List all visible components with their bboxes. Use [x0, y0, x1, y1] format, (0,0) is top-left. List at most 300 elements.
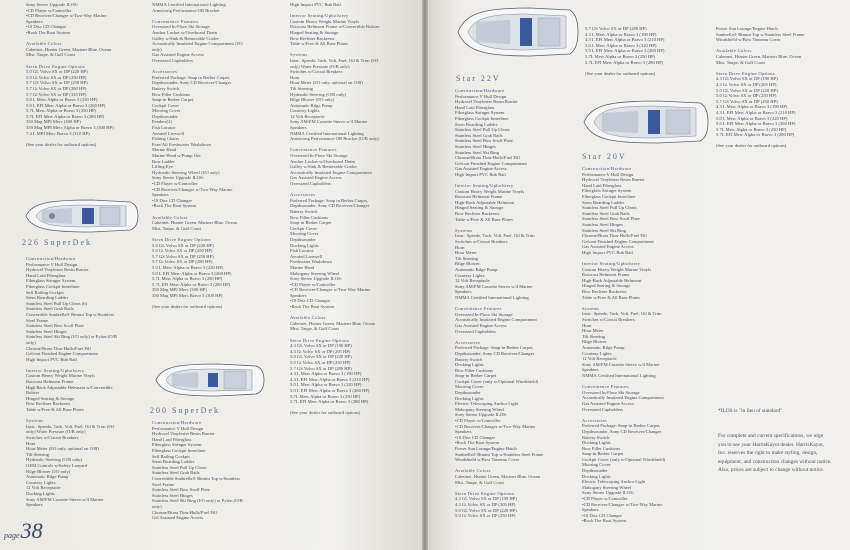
spec-line: Self Bailing Cockpit	[26, 289, 64, 295]
spec-line: Fiberglass Cockpit Innerliner	[152, 447, 206, 453]
spec-line: Rotocast Helmseat Frame	[582, 272, 630, 278]
spec-line: Stainless Steel Pull Up Cleats	[152, 464, 207, 470]
spec-line: Steel Frame	[26, 317, 49, 323]
spec-line: 5.0 L EFI Merc Alpha or Bravo 3 (260 HP)	[152, 270, 232, 276]
spec-line: Marine Head	[290, 264, 315, 270]
section-heading: Convenience Features	[152, 18, 199, 24]
spec-line: Hydraulic Steering (O/B only)	[290, 91, 347, 97]
spec-line: Mist, Taupe, & Gulf Coast	[455, 479, 504, 485]
spec-line: (See your dealer for outboard options)	[26, 141, 97, 147]
spec-line: Depthsounder	[582, 468, 608, 474]
spec-line: Switches w/Circuit Breakers	[26, 435, 79, 440]
spec-line: Freshwater Washdown	[290, 259, 332, 265]
spec-line: Armstrong Performance OB Bracket	[152, 7, 220, 13]
spec-line: 5.0 L EFI Merc Alpha or Bravo 3 (260 HP)	[290, 387, 370, 393]
section-heading: Accessories	[455, 339, 481, 345]
spec-line: Cabernet, Hunter Green, Mariner Blue, Ocean	[716, 53, 801, 59]
section-heading: Convenience Features	[582, 384, 629, 390]
spec-line: •CD Player w/Controller	[152, 181, 198, 186]
spec-line: Stainless Steel Hinges	[455, 143, 496, 149]
spec-line: Speakers	[26, 502, 43, 508]
section-heading: Construction/Hardware	[152, 420, 202, 425]
spec-line: Fiberglass Cockpit Innerliner	[582, 193, 636, 199]
section-heading: Available Colors	[152, 214, 188, 220]
spec-line: Speakers	[455, 289, 472, 295]
spec-line: Gelcoat Finished Engine Compartment	[455, 160, 527, 166]
spec-line: Stainless Steel Ski Ring	[455, 149, 500, 155]
spec-line: Acoustically Insulated Engine Compartment	[455, 317, 537, 323]
spec-line: Bow Recliner Backrests	[290, 35, 335, 41]
spec-line: Hour Meter (I/O only, optional on O/B)	[26, 446, 99, 452]
spec-line: Steel Frame	[152, 481, 175, 487]
spec-column	[152, 420, 284, 521]
spec-line: Marine Head w/Pump Out	[152, 153, 201, 159]
spec-line: Battery Switch	[152, 85, 180, 91]
spec-line: 5.0 L EFI Merc Alpha or Bravo 3 (260 HP)	[585, 48, 665, 54]
spec-line: 4.3 Gi Volvo SX or DP (205 HP)	[455, 501, 516, 507]
spec-line: Chrome/Brass Thru-Hulls/Fuel Fill	[26, 345, 91, 351]
spec-line: Preferred Package: Snap in Berber Carpet,	[290, 197, 369, 203]
spec-line: 5.7 GS Volvo SX or DP (250 HP)	[152, 253, 214, 259]
spec-line: Gelcoat Finished Engine Compartment	[582, 238, 654, 244]
spec-line: •Rock The Boat System	[26, 29, 71, 35]
spec-line: 5.0 Gi Volvo SX or DP (250 HP)	[26, 74, 87, 80]
spec-line: Hinged Seating & Storage	[582, 283, 631, 289]
section-heading: Available Colors	[26, 41, 62, 47]
spec-line: Stainless Steel Grab Rails	[152, 470, 200, 476]
spec-line: only)	[26, 339, 36, 345]
spec-line: Bow Filler Cushions	[152, 91, 191, 97]
spec-line: Hand Laid Fiberglass	[26, 272, 66, 278]
spec-line: 4.3 L EFI Merc Alpha or Bravo 3 (210 HP)	[290, 376, 370, 382]
spec-line: Stern Boarding Ladder	[582, 199, 625, 205]
spec-line: High Impact PVC Rub Rail	[455, 171, 506, 177]
spec-line: Marine Head	[152, 147, 177, 153]
spec-line: 350 Mag MPI Merc Bravo 3 (300 HP)	[152, 292, 223, 298]
spec-line: Automatic Bilge Pump	[26, 474, 69, 480]
section-heading: Convenience Features	[290, 147, 337, 153]
spec-line: 5.7L EFI Merc Alpha or Bravo 3 (280 HP)	[716, 132, 795, 138]
spec-line: Chrome/Brass Thru-Hulls/Fuel Fill	[582, 233, 647, 239]
spec-line: Horn	[26, 440, 36, 446]
spec-line: Stainless Steel Hinges	[26, 328, 67, 334]
spec-line: •CD Receiver/Changer w/Two-Way Marine	[26, 13, 107, 19]
spec-line: 5.7L Merc Alpha or Bravo 3 (250 HP)	[585, 53, 656, 59]
spec-line: 5.0 L Merc Alpha or Bravo 3 (220 HP)	[716, 115, 788, 121]
spec-line: Mahogany Steering Wheel	[290, 270, 340, 276]
section-heading: Systems	[26, 418, 44, 424]
spec-line: High Impact PVC Rub Rail	[290, 2, 341, 7]
spec-line: Mist, Taupe, & Gulf Coast	[26, 52, 75, 58]
spec-line: NMMA Certified International Lighting	[152, 2, 226, 7]
spec-line: Stainless Steel Ski Ring	[582, 227, 627, 233]
spec-line: 5.0 L Merc Alpha or Bravo 3 (220 HP)	[290, 382, 362, 388]
spec-line: 5.7 GS Volvo SX or DP (250 HP)	[26, 80, 88, 86]
spec-line: Rotocast Helmseat Frame	[455, 194, 503, 200]
spec-line: High-Back Adjustable Helmseat	[582, 277, 642, 283]
spec-line: 4.3 L EFI Merc Alpha or Bravo 3 (210 HP)	[716, 109, 796, 115]
spec-column	[290, 2, 418, 416]
spec-line: Sony Stereo Upgrade ILOS:	[290, 276, 342, 282]
section-heading: Convenience Features	[455, 306, 502, 312]
spec-line: Stainless Steel Bow Scuff Plate	[582, 216, 640, 222]
spec-line: NMMA Certified International Lighting	[582, 372, 656, 378]
page-gutter	[422, 0, 428, 550]
spec-line: Table w/Free & All Base Plates	[582, 294, 640, 300]
spec-line: Sunbrella® Bimini Top w/Stainless Steel Frame	[455, 451, 544, 457]
spec-column	[455, 88, 579, 519]
spec-line: Power Sun Lounge/Engine Hatch	[716, 26, 778, 31]
spec-line: (See your dealer for outboard options)	[152, 304, 223, 310]
spec-line: Docking Lights	[290, 242, 319, 248]
spec-line: High-Back Adjustable Helmseat	[455, 199, 515, 205]
spec-line: Oversized In-Floor Ski Storage	[290, 153, 348, 159]
spec-line: 5.0 L Merc Alpha or Bravo 3 (220 HP)	[585, 42, 657, 48]
spec-line: 5.7L EFI Merc Alpha or Bravo 3 (280 HP)	[152, 281, 231, 287]
spec-line: Anchor Locker w/Overboard Drain	[152, 29, 217, 35]
spec-line: Stern Boarding Ladder	[455, 121, 498, 127]
spec-line: Fiberglass Cockpit Innerliner	[26, 283, 80, 289]
spec-line: Hydrocel Vinylester Resin Barrier	[455, 99, 518, 105]
spec-line: Oversized Cupholders	[152, 57, 193, 63]
spec-line: Fiberglass Cockpit Innerliner	[455, 115, 509, 121]
section-heading: Systems	[455, 227, 473, 233]
spec-line: Tilt Steering	[582, 333, 605, 339]
spec-line: Bow Filler Cushions	[582, 445, 621, 451]
spec-line: Horn	[582, 322, 592, 328]
spec-column	[716, 26, 840, 149]
boat-name-20v: Star 20V	[582, 152, 627, 161]
boat-name-226: 226 SuperDek	[22, 238, 92, 247]
spec-line: 5.0 Gi Volvo SX or DP (250 HP)	[290, 360, 351, 365]
boat-22v-image	[450, 2, 580, 86]
section-heading: Accessories	[582, 417, 608, 423]
spec-line: Cabernet, Hunter Green, Mariner Blue, Ocean	[455, 473, 540, 479]
spec-line: Gas Assisted Engine Access	[455, 322, 507, 328]
spec-line: Armstrong Performance OB Bracket (O/B only)	[290, 136, 379, 142]
spec-line: 4.3 Gi Volvo SX or DP (205 HP)	[290, 348, 351, 354]
spec-line: Instr.: Speedo, Tach, Volt, Fuel, Oil & Trim	[455, 233, 535, 239]
spec-column	[26, 2, 141, 147]
spec-line: Bilge Blower	[582, 339, 607, 345]
section-heading: Interior Seating/Upholstery	[455, 183, 514, 189]
spec-column	[152, 2, 284, 310]
spec-line: Courtesy Lights	[26, 479, 56, 485]
spec-line: Self Bailing Cockpit	[152, 453, 190, 459]
spec-line: Fiberglass Stringer System	[26, 278, 76, 284]
spec-line: 5.0 Gi Volvo SX or DP (250 HP)	[152, 248, 213, 254]
spec-line: Snap-in Berber Carpet	[455, 373, 497, 379]
spec-line: Docking Lights	[455, 362, 484, 368]
spec-line: Acoustically Insulated Engine Compartment	[290, 169, 372, 175]
spec-line: Performance V Hull Design	[152, 425, 204, 431]
spec-line: Speakers	[582, 367, 599, 373]
page-number: page38	[4, 518, 43, 543]
spec-line: 350 Mag MPI Merc (300 HP)	[26, 119, 81, 125]
spec-line: only)	[152, 46, 162, 52]
spec-line: Depthsounder	[152, 113, 178, 119]
spec-line: Stainless Steel Ski Ring (I/O only) or Pylon (O/B	[26, 334, 117, 340]
spec-line: 5.7L Merc Alpha or Bravo 3 (250 HP)	[152, 276, 223, 282]
spec-line: Mist, Taupe, & Gulf Coast	[716, 59, 765, 65]
spec-line: 5.7L Merc Alpha or Bravo 3 (250 HP)	[716, 126, 787, 132]
spec-line: Custom Heavy Weight Marine Vinyls	[455, 188, 525, 194]
spec-line: Stainless Steel Ski Ring (I/O only) or Pylon (O/B	[152, 498, 243, 504]
spec-line: Speakers	[26, 18, 43, 24]
spec-line: Automatic Bilge Pump	[582, 345, 625, 350]
spec-line: Speakers	[582, 507, 599, 513]
spec-line: Rotocast Helmseat Frame w/Convertible Bolster	[290, 24, 380, 30]
spec-line: Speakers	[455, 429, 472, 435]
spec-line: •CD Player w/Controller	[26, 7, 72, 13]
spec-line: Convertible Sunbrella® Bimini Top w/Stainless	[26, 311, 115, 317]
spec-line: 4.3 L Merc Alpha or Bravo 3 (190 HP)	[716, 104, 788, 110]
spec-line: 5.0 GL Volvo SX or DP (220 HP)	[152, 242, 214, 248]
spec-line: Fishing Chairs	[152, 136, 179, 142]
spec-line: 5.0 GL Volvo SX or DP (220 HP)	[716, 87, 778, 93]
spec-line: •CD Player w/Controller	[455, 418, 501, 424]
spec-line: 12 Volt Receptacle	[290, 113, 325, 119]
spec-line: Speakers	[290, 125, 307, 131]
spec-line: Mahogany Steering Wheel	[582, 484, 632, 490]
spec-line: Galley w/Sink & Removable Cooler	[152, 35, 219, 41]
spec-line: Oversized Cupholders	[582, 406, 623, 412]
spec-line: 5.7L Merc Alpha or Bravo 3 (250 HP)	[26, 108, 97, 114]
spec-line: Bow Recliner Backrests	[455, 211, 500, 217]
spec-line: Bow Recliner Backrests	[26, 401, 71, 407]
spec-line: Bilge Blower (I/O only)	[290, 97, 335, 103]
spec-line: Switches w/Circuit Breakers	[455, 239, 508, 245]
spec-line: Bilge Blower (I/O only)	[26, 468, 71, 474]
section-heading: Stern Drive Engine Options	[26, 63, 85, 69]
spec-line: High Impact PVC Rub Rail	[582, 249, 633, 255]
spec-line: •CD Player w/Controller	[290, 281, 336, 287]
boat-226-image	[22, 196, 140, 248]
spec-line: 4.3 L Merc Alpha or Bravo 3 (190 HP)	[290, 371, 362, 377]
spec-line: High Impact PVC Rub Rail	[26, 356, 77, 362]
spec-column	[582, 166, 710, 524]
spec-line: Custom Heavy Weight Marine Vinyls	[582, 266, 652, 272]
spec-line: Bilge Blower	[455, 261, 480, 267]
section-heading: Accessories	[152, 69, 178, 75]
spec-line: Hydrocel Vinylester Resin Barrier	[582, 177, 645, 183]
boat-top-view-icon	[450, 2, 580, 62]
spec-line: 5.0 L EFI Merc Alpha or Bravo 3 (260 HP)	[26, 102, 106, 108]
spec-line: Hour Meter (I/O only, optional on O/B)	[290, 80, 363, 86]
spec-line: Stainless Steel Grab Rails	[26, 306, 74, 312]
spec-line: 7.4 L MPI Merc Bravo 3 (310 HP)	[26, 130, 90, 136]
spec-line: 5.7 GS Volvo SX or DP (280 HP)	[290, 365, 352, 371]
spec-line: Table w/Free & All Base Plates	[455, 216, 513, 222]
spec-line: Horn	[455, 244, 465, 250]
spec-line: 12 Volt Receptacle	[26, 485, 61, 491]
spec-line: •CD Player w/Controller	[582, 496, 628, 502]
spec-line: Fiberglass Stringer System	[455, 110, 505, 116]
spec-line: Instr.: Speedo, Tach, Volt, Fuel, Oil & Trim (I/O	[290, 57, 379, 63]
spec-line: only) Water Pressure (O/B only)	[290, 63, 350, 69]
spec-line: Hydraulic Steering Wheel (I/O only)	[152, 169, 220, 175]
spec-line: Mist, Taupe, & Gulf Coast	[290, 326, 339, 332]
page-number-value: 38	[20, 518, 43, 543]
spec-line: Gas Assisted Engine Access	[152, 52, 204, 58]
spec-line: 5.0 GL Volvo SX or DP (220 HP)	[26, 69, 88, 75]
spec-line: Docking Lights	[26, 490, 55, 496]
spec-line: Mooring Cover	[290, 231, 319, 237]
spec-line: Gas Assisted Engine Access	[582, 400, 634, 406]
dealer-disclaimer: For complete and current specifications, we urge you to see your HarrisKayot dealer. HarrisKayot, Inc. reserves the right to make styling, design, equipment, and construction changes without notice. Also, prices are subject to change without notice.	[718, 433, 832, 474]
section-heading: Construction/Hardware	[455, 88, 505, 93]
spec-line: Gas Assisted Engine Access	[582, 244, 634, 250]
spec-line: (See your dealer for outboard options)	[716, 143, 787, 149]
spec-line: Performance V Hull Design	[582, 171, 634, 177]
spec-line: Bow Filler Cushions	[455, 367, 494, 373]
spec-line: Hour Meter	[582, 328, 604, 334]
spec-column	[585, 26, 707, 76]
spec-line: 5.7 Gi Volvo SX or DP (310 HP)	[26, 91, 87, 97]
spec-line: Mooring Cover	[455, 384, 484, 390]
spec-line: Fish Locator	[290, 248, 314, 254]
spec-line: Hydrocel Vinylester Resin Barrier	[26, 267, 89, 273]
spec-line: Battery Switch	[582, 434, 610, 440]
boat-name-200: 200 SuperDek	[150, 406, 220, 415]
spec-line: Automatic Bilge Pump	[290, 102, 333, 108]
spec-line: 5.0 L EFI Merc Alpha or Bravo 3 (260 HP)	[716, 121, 796, 127]
spec-line: 5.0 L Merc Alpha or Bravo 3 (220 HP)	[152, 264, 224, 270]
spec-line: Lifting Eye	[152, 164, 174, 170]
spec-line: 4.3 GL Volvo SX or DP (190 HP)	[716, 76, 778, 82]
spec-line: •10 Disc CD Changer	[26, 24, 67, 30]
spec-line: 4.3 GL Volvo SX or DP (190 HP)	[455, 496, 517, 502]
spec-line: Switches w/Circuit Breakers	[290, 69, 343, 75]
spec-line: •Rock The Boat System	[152, 203, 197, 209]
spec-line: Sony Stereo Upgrade ILOS:	[455, 412, 507, 418]
spec-line: Gel Assisted Engine Access	[152, 515, 204, 521]
boat-top-view-icon	[576, 96, 710, 148]
spec-line: Gas Assisted Engine Access	[455, 166, 507, 172]
spec-line: OEM Controls w/Safety Lanyard	[26, 462, 88, 468]
spec-line: Table w/Free & All Base Plates	[26, 407, 84, 413]
spec-line: Fenders(2)	[152, 119, 172, 125]
spec-line: Oversized Cupholders	[290, 181, 331, 186]
spec-line: Snap-in Berber Carpet	[152, 97, 194, 103]
spec-line: Gelcoat Finished Engine Compartment	[26, 351, 98, 357]
spec-line: Performance V Hull Design	[455, 93, 507, 99]
spec-line: Bow Ladder	[152, 158, 175, 164]
spec-line: 4.3 Gi Volvo SX or DP (205 HP)	[716, 81, 777, 87]
spec-line: 12 Volt Receptacle	[455, 278, 490, 284]
spec-line: Windshield w/Bow Tonneau Cover	[716, 37, 781, 43]
boat-top-view-icon	[150, 360, 268, 400]
spec-line: Instr.: Speedo, Tach, Volt, Fuel, Oil & Trim	[582, 311, 662, 317]
spec-line: Preferred Package: Snap-in Berber Carpet,	[582, 423, 661, 429]
spec-line: 5.7L EFI Merc Alpha or Bravo 3 (280 HP)	[26, 113, 105, 119]
spec-line: Fiberglass Stringer System	[152, 442, 202, 448]
spec-line: Power Sun Lounge/Engine Hatch	[455, 446, 517, 451]
spec-line: Sony Stereo Upgrade ILOS:	[26, 2, 78, 7]
spec-line: Docking Lights	[582, 473, 611, 479]
spec-line: Performance V Hull Design	[26, 261, 78, 267]
spec-line: Table w/Free & All Base Plates	[290, 41, 348, 47]
spec-line: Courtesy Lights	[290, 108, 320, 114]
spec-line: Depthsounder	[455, 390, 481, 396]
spec-line: 5.7 Gi Volvo SX or DP (280 HP)	[152, 259, 213, 265]
spec-line: Hydraulic Steering (O/B only)	[26, 457, 83, 463]
spec-line: Sony AM/FM Cassette Stereo w/4 Marine	[290, 119, 368, 125]
spec-line: Sony Stereo Upgrade ILOS:	[152, 175, 204, 181]
spec-line: Tilt Steering	[26, 451, 49, 457]
section-heading: Interior Seating/Upholstery	[290, 13, 349, 19]
spec-line: •10 Disc CD Changer	[152, 197, 193, 203]
spec-line: Courtesy Lights	[582, 350, 612, 356]
spec-line: Speakers	[290, 292, 307, 298]
spec-line: Chrome/Brass Thru-Hulls/Fuel Fill	[455, 155, 520, 161]
spec-line: Custom Heavy Weight Marine Vinyls	[290, 18, 360, 24]
spec-line: NMMA Certified International Lighting	[455, 294, 529, 300]
boat-top-view-icon	[22, 196, 140, 236]
spec-line: Stainless Steel Bow Scuff Plate	[152, 487, 210, 493]
section-heading: Stern Drive Engine Options	[716, 70, 775, 76]
spec-line: Mahogany Steering Wheel	[455, 406, 505, 412]
spec-line: 5.7 GS Volvo SX or DP (250 HP)	[716, 98, 778, 104]
ilos-footnote: *ILOS is "in lieu of standard"	[718, 408, 783, 414]
spec-line: Cockpit Cover (only w/Optional Windshield)	[455, 378, 539, 384]
spec-line: Automatic Bilge Pump	[455, 267, 498, 272]
boat-name-22v: Star 22V	[456, 74, 501, 83]
spec-line: Depthsounder, Sony CD Receiver/Changer	[582, 428, 662, 434]
spec-line: Convertible Sunbrella® Bimini Top w/Stainless	[152, 475, 241, 481]
section-heading: Stern Drive Engine Options	[290, 337, 349, 343]
spec-line: Stainless Steel Pull Up Cleats	[455, 127, 510, 133]
section-heading: Available Colors	[455, 468, 491, 474]
spec-line: Stainless Steel Bow Scuff Plate	[455, 138, 513, 144]
spec-line: 350 Mag MPI Merc Alpha or Bravo 3 (300 HP)	[26, 125, 114, 131]
spec-line: Cabernet, Hunter Green, Mariner Blue, Ocean	[26, 46, 111, 52]
section-heading: Construction/Hardware	[582, 166, 632, 171]
spec-line: Oversized In-Floor Ski Storage	[455, 311, 513, 317]
spec-line: Bow Filler Cushions	[290, 214, 329, 220]
spec-line: only)	[152, 503, 162, 509]
spec-line: Anchor Locker w/Overboard Drain	[290, 158, 355, 164]
spec-line: 12 Volt Receptacle	[582, 356, 617, 362]
spec-line: Hinged Seating & Storage	[26, 395, 75, 401]
spec-line: Snap-in Berber Carpet	[582, 451, 624, 457]
spec-line: Docking Lights	[455, 395, 484, 401]
spec-line: Electric Telescoping Anchor Light	[582, 479, 646, 485]
spec-line: Courtesy Lights	[455, 272, 485, 278]
spec-line: Hinged Seating & Storage	[455, 205, 504, 211]
spec-line: Preferred Package: Snap in Berber Carpet,	[152, 74, 231, 80]
spec-line: Sony AM/FM Cassette Stereo w/4 Marine	[26, 496, 104, 502]
spec-line: Cabernet, Hunter Green, Mariner Blue, Ocean	[152, 220, 237, 226]
spec-line: Stainless Steel Hinges	[582, 221, 623, 227]
spec-line: •CD Receiver/Changer w/Two-Way Marine	[152, 186, 233, 192]
spec-line: 4.3 L EFI Merc Alpha or Bravo 3 (210 HP)	[585, 37, 665, 43]
spec-line: •10 Disc CD Changer	[455, 434, 496, 440]
section-heading: Systems	[290, 52, 308, 58]
spec-line: Stainless Steel Grab Rails	[582, 210, 630, 216]
spec-line: Depthsounder, Sony CD Receiver/Changer	[290, 203, 370, 209]
spec-line: Stainless Steel Hinges	[152, 492, 193, 498]
spec-line: •CD Receiver/Changer w/Two-Way Marine	[582, 501, 663, 507]
spec-line: Speakers	[152, 192, 169, 198]
spec-line: Sony Stereo Upgrade ILOS:	[582, 490, 634, 496]
spec-line: (See your dealer for outboard options)	[290, 410, 361, 416]
spec-line: •CD Receiver/Changer w/Two-Way Marine	[455, 423, 536, 429]
spec-line: Sony AM/FM Cassette Stereo w/4 Marine	[582, 361, 660, 367]
spec-line: 5.7L EFI Merc Alpha or Bravo 3 (280 HP)	[585, 59, 664, 65]
spec-line: 5.0 Gi Volvo SX or DP (250 HP)	[455, 513, 516, 519]
section-heading: Accessories	[290, 192, 316, 198]
